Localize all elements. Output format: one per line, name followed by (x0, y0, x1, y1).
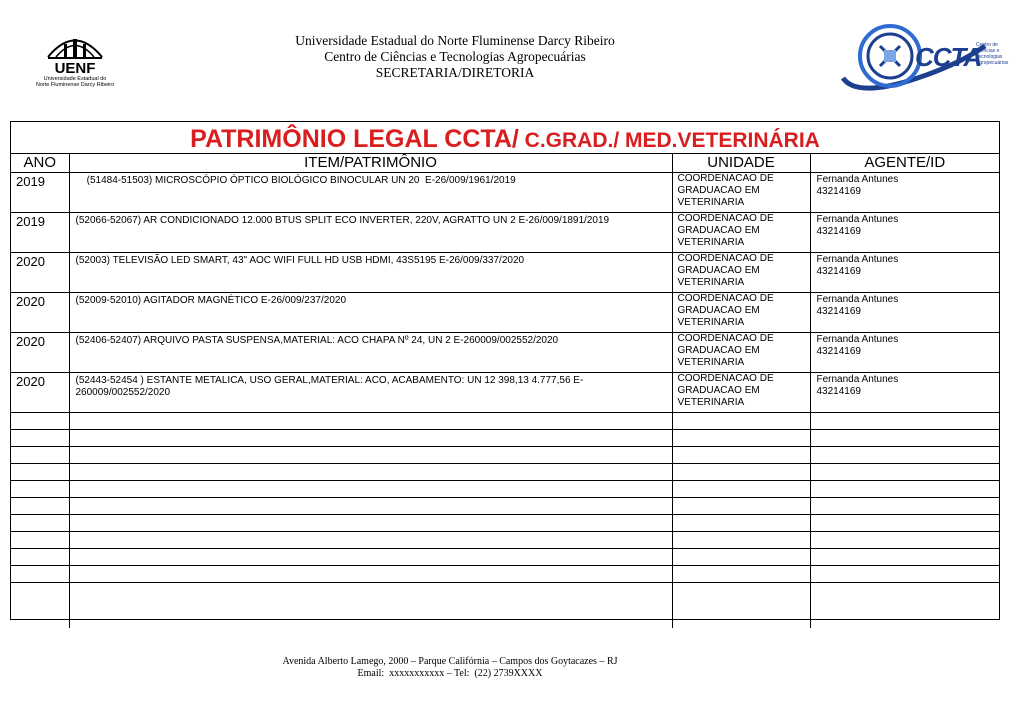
row-year: 2020 (11, 373, 69, 413)
institution-block (240, 33, 670, 81)
empty-row (11, 413, 999, 430)
ccta-subtitle-4: Agropecuárias (976, 60, 1009, 66)
row-unit: COORDENACAO DE GRADUACAO EM VETERINARIA (672, 293, 810, 333)
row-item: (52443-52454 ) ESTANTE METALICA, USO GERAL,MATERIAL: ACO, ACABAMENTO: UN 12 398,13 4.777,56 E-260009/002552/2020 (69, 373, 672, 413)
empty-row (11, 481, 999, 498)
header-item: ITEM/PATRIMÔNIO (69, 154, 672, 173)
agent-name: Fernanda Antunes (816, 294, 899, 305)
agent-id: 43214169 (816, 346, 861, 357)
uenf-logo-name: UENF (54, 60, 96, 77)
agent-id: 43214169 (816, 186, 861, 197)
empty-row (11, 566, 999, 583)
ccta-subtitle-3: Tecnologias (976, 54, 1003, 60)
row-year: 2020 (11, 253, 69, 293)
row-year: 2019 (11, 173, 69, 213)
row-agent (810, 213, 999, 253)
uenf-emblem-icon (44, 30, 106, 60)
table-row (11, 333, 999, 373)
ccta-logo-subtitle (976, 42, 1008, 66)
empty-row (11, 447, 999, 464)
row-unit: COORDENACAO DE GRADUACAO EM VETERINARIA (672, 373, 810, 413)
institution-name: Universidade Estadual do Norte Fluminense Darcy Ribeiro (295, 33, 615, 48)
empty-row (11, 549, 999, 566)
row-agent (810, 373, 999, 413)
agent-id: 43214169 (816, 266, 861, 277)
asset-table (11, 154, 999, 628)
row-item: (52009-52010) AGITADOR MAGNÉTICO E-26/009/237/2020 (69, 293, 672, 333)
row-unit: COORDENACAO DE GRADUACAO EM VETERINARIA (672, 173, 810, 213)
footer-contact: Email: xxxxxxxxxxx – Tel: (22) 2739XXXX (357, 668, 543, 679)
agent-id: 43214169 (816, 386, 861, 397)
sheet-title-sub: C.GRAD./ MED.VETERINÁRIA (518, 129, 820, 152)
center-name: Centro de Ciências e Tecnologias Agropecuárias (324, 49, 586, 64)
row-unit: COORDENACAO DE GRADUACAO EM VETERINARIA (672, 213, 810, 253)
page-footer (200, 656, 700, 680)
agent-name: Fernanda Antunes (816, 334, 899, 345)
empty-row (11, 532, 999, 549)
department-name: SECRETARIA/DIRETORIA (375, 65, 535, 80)
ccta-logo (835, 12, 1015, 96)
row-unit: COORDENACAO DE GRADUACAO EM VETERINARIA (672, 253, 810, 293)
header-year: ANO (11, 154, 69, 173)
footer-address: Avenida Alberto Lamego, 2000 – Parque Califórnia – Campos dos Goytacazes – RJ (282, 656, 618, 667)
empty-row (11, 583, 999, 629)
agent-name: Fernanda Antunes (816, 214, 899, 225)
row-item: (51484-51503) MICROSCÓPIO ÓPTICO BIOLÓGICO BINOCULAR UN 20 E-26/009/1961/2019 (69, 173, 672, 213)
table-row (11, 293, 999, 333)
row-item: (52003) TELEVISÃO LED SMART, 43" AOC WIFI FULL HD USB HDMI, 43S5195 E-26/009/337/2020 (69, 253, 672, 293)
agent-id: 43214169 (816, 306, 861, 317)
row-agent (810, 173, 999, 213)
agent-id: 43214169 (816, 226, 861, 237)
empty-row (11, 515, 999, 532)
row-agent (810, 293, 999, 333)
uenf-logo-subtitle-1: Universidade Estadual do (43, 76, 107, 82)
uenf-logo (30, 30, 120, 94)
agent-name: Fernanda Antunes (816, 374, 899, 385)
table-row (11, 173, 999, 213)
page-header (0, 0, 1024, 120)
row-item: (52406-52407) ARQUIVO PASTA SUSPENSA,MATERIAL: ACO CHAPA Nº 24, UN 2 E-260009/002552/2020 (69, 333, 672, 373)
row-year: 2020 (11, 333, 69, 373)
row-agent (810, 253, 999, 293)
empty-row (11, 464, 999, 481)
agent-name: Fernanda Antunes (816, 174, 899, 185)
row-item: (52066-52067) AR CONDICIONADO 12.000 BTUS SPLIT ECO INVERTER, 220V, AGRATTO UN 2 E-26/009/1891/2019 (69, 213, 672, 253)
ccta-logo-name: CCTA (915, 42, 982, 72)
empty-row (11, 430, 999, 447)
row-year: 2020 (11, 293, 69, 333)
header-unit: UNIDADE (672, 154, 810, 173)
sheet-title-main: PATRIMÔNIO LEGAL CCTA/ (190, 125, 519, 153)
row-unit: COORDENACAO DE GRADUACAO EM VETERINARIA (672, 333, 810, 373)
header-agent: AGENTE/ID (810, 154, 999, 173)
table-header-row (11, 154, 999, 173)
sheet-title (11, 122, 999, 154)
row-year: 2019 (11, 213, 69, 253)
asset-sheet (10, 121, 1000, 620)
ccta-subtitle-1: Centro de (976, 42, 998, 48)
empty-row (11, 498, 999, 515)
ccta-subtitle-2: Ciências e (976, 48, 1000, 54)
uenf-logo-subtitle-2: Norte Fluminense Darcy Ribeiro (35, 82, 115, 88)
agent-name: Fernanda Antunes (816, 254, 899, 265)
table-row (11, 253, 999, 293)
table-row (11, 373, 999, 413)
row-agent (810, 333, 999, 373)
table-row (11, 213, 999, 253)
